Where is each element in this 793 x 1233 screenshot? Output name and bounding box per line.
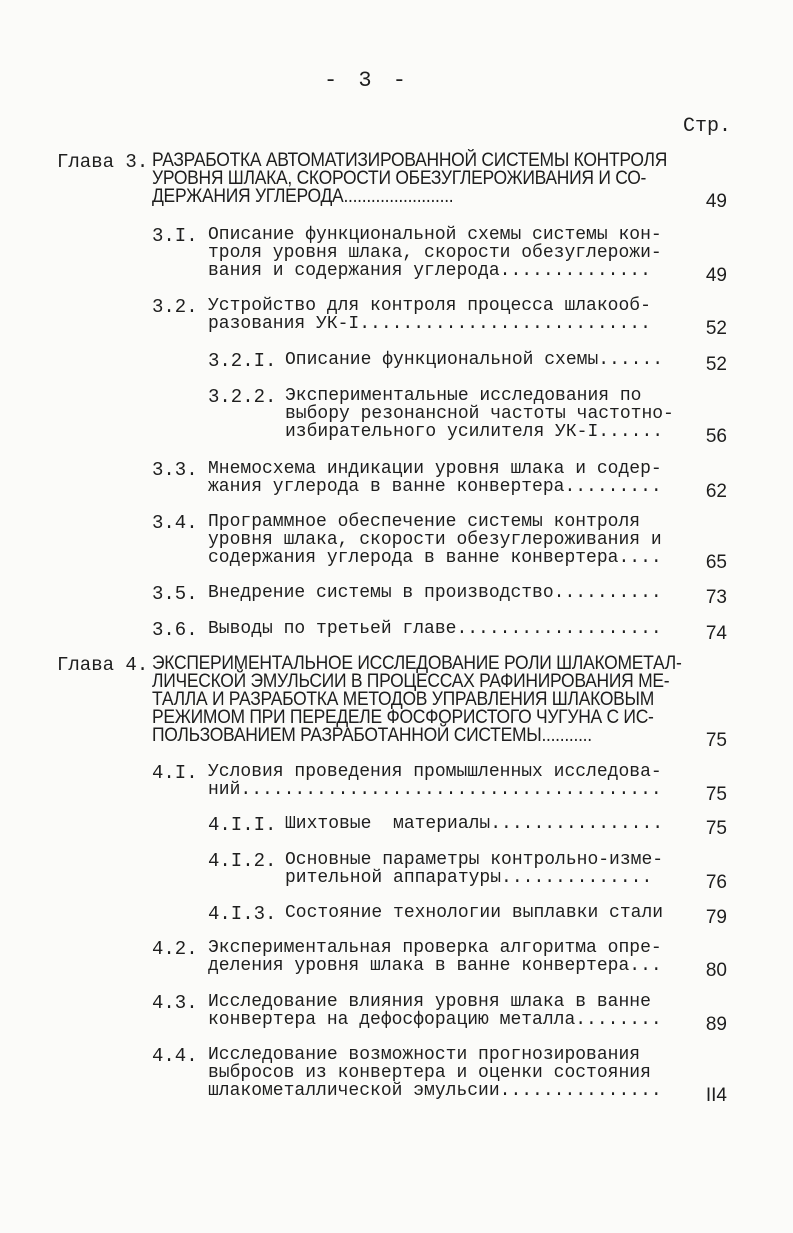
toc-entry-label: 3.2.2. bbox=[208, 386, 277, 408]
toc-entry-title bbox=[208, 620, 662, 638]
toc-entry-page: 49 bbox=[705, 265, 727, 286]
toc-entry-title-line: Исследование влияния уровня шлака в ванне bbox=[208, 992, 651, 1012]
toc-entry-page: 74 bbox=[705, 623, 727, 644]
toc-entry-page: 79 bbox=[705, 907, 727, 928]
toc-entry-label: 4.I.2. bbox=[208, 850, 277, 872]
toc-entry-label: 3.3. bbox=[152, 459, 198, 481]
toc-entry-title bbox=[152, 655, 682, 745]
toc-entry-title bbox=[285, 904, 663, 922]
toc-entry-title bbox=[285, 815, 663, 833]
toc-entry-title-line: Описание функциональной схемы...... bbox=[285, 350, 664, 370]
toc-entry-title-line: Состояние технологии выплавки стали bbox=[285, 903, 664, 923]
toc-entry-title-line: рительной аппаратуры.............. bbox=[285, 868, 653, 888]
toc-entry-title-line: ТАЛЛА И РАЗРАБОТКА МЕТОДОВ УПРАВЛЕНИЯ ШЛАКОВЫМ bbox=[152, 689, 655, 710]
toc-entry-title bbox=[285, 851, 663, 887]
toc-entry-title-line: Шихтовые материалы................ bbox=[285, 814, 664, 834]
toc-entry-label: 4.4. bbox=[152, 1045, 198, 1067]
toc-entry-title bbox=[285, 387, 674, 441]
toc-entry-title bbox=[208, 993, 662, 1029]
toc-entry-title-line: конвертера на дефосфорацию металла........ bbox=[208, 1010, 662, 1030]
toc-entry-title-line: ЛИЧЕСКОЙ ЭМУЛЬСИИ В ПРОЦЕССАХ РАФИНИРОВАНИЯ МЕ- bbox=[152, 671, 670, 692]
page-number: - 3 - bbox=[324, 68, 411, 93]
toc-entry-label: 4.2. bbox=[152, 938, 198, 960]
toc-entry-label: 3.4. bbox=[152, 512, 198, 534]
toc-entry-title-line: уровня шлака, скорости обезуглероживания и bbox=[208, 530, 662, 550]
toc-entry-title-line: избирательного усилителя УК-I...... bbox=[285, 422, 664, 442]
toc-entry-label: Глава 4. bbox=[57, 654, 149, 676]
toc-entry-title-line: Программное обеспечение системы контроля bbox=[208, 512, 641, 532]
toc-entry-page: 56 bbox=[705, 426, 727, 447]
toc-entry-label: 4.I.I. bbox=[208, 814, 277, 836]
toc-entry-title bbox=[208, 763, 662, 799]
toc-entry-page: II4 bbox=[705, 1085, 727, 1106]
toc-entry-label: 4.3. bbox=[152, 992, 198, 1014]
toc-entry-title-line: ДЕРЖАНИЯ УГЛЕРОДА........................ bbox=[152, 186, 454, 207]
toc-entry-title-line: вания и содержания углерода.............. bbox=[208, 261, 651, 281]
toc-entry-title-line: Устройство для контроля процесса шлакооб- bbox=[208, 296, 651, 316]
toc-entry-title bbox=[208, 1046, 662, 1100]
toc-entry-title-line: деления уровня шлака в ванне конвертера... bbox=[208, 956, 662, 976]
toc-entry-page: 52 bbox=[705, 354, 727, 375]
toc-entry-title-line: ПОЛЬЗОВАНИЕМ РАЗРАБОТАННОЙ СИСТЕМЫ........... bbox=[152, 725, 592, 746]
toc-entry-title-line: РЕЖИМОМ ПРИ ПЕРЕДЕЛЕ ФОСФОРИСТОГО ЧУГУНА С ИС- bbox=[152, 707, 654, 728]
toc-entry-title-line: Основные параметры контрольно-изме- bbox=[285, 850, 664, 870]
toc-entry-title bbox=[208, 939, 662, 975]
toc-entry-title bbox=[208, 297, 651, 333]
toc-entry-title bbox=[208, 584, 662, 602]
toc-entry-label: 3.2. bbox=[152, 296, 198, 318]
toc-entry-title-line: Исследование возможности прогнозирования bbox=[208, 1045, 641, 1065]
toc-entry-title-line: РАЗРАБОТКА АВТОМАТИЗИРОВАННОЙ СИСТЕМЫ КОНТРОЛЯ bbox=[152, 150, 668, 171]
toc-entry-title-line: Описание функциональной схемы системы кон- bbox=[208, 225, 662, 245]
toc-entry-page: 89 bbox=[705, 1014, 727, 1035]
toc-entry-title-line: Условия проведения промышленных исследова- bbox=[208, 762, 662, 782]
toc-entry-title-line: содержания углерода в ванне конвертера.... bbox=[208, 548, 662, 568]
toc-entry-label: 3.6. bbox=[152, 619, 198, 641]
toc-entry-title bbox=[285, 351, 663, 369]
toc-entry-label: 4.I.3. bbox=[208, 903, 277, 925]
toc-entry-page: 75 bbox=[705, 818, 727, 839]
toc-entry-label: 3.2.I. bbox=[208, 350, 277, 372]
toc-entry-page: 49 bbox=[705, 191, 727, 212]
toc-entry-title-line: Экспериментальная проверка алгоритма опре- bbox=[208, 938, 662, 958]
pages-column-header: Стр. bbox=[683, 115, 732, 138]
toc-entry-title bbox=[208, 226, 662, 280]
toc-entry-title-line: Мнемосхема индикации уровня шлака и содер- bbox=[208, 459, 662, 479]
toc-entry-label: 3.5. bbox=[152, 583, 198, 605]
toc-entry-page: 76 bbox=[705, 872, 727, 893]
toc-entry-label: Глава 3. bbox=[57, 151, 149, 173]
toc-entry-title-line: разования УК-I........................... bbox=[208, 314, 651, 334]
toc-entry-title-line: УРОВНЯ ШЛАКА, СКОРОСТИ ОБЕЗУГЛЕРОЖИВАНИЯ И СО- bbox=[152, 168, 647, 189]
toc-entry-title-line: Экспериментальные исследования по bbox=[285, 386, 642, 406]
toc-entry-title bbox=[152, 152, 667, 206]
toc-entry-title-line: выбору резонансной частоты частотно- bbox=[285, 404, 674, 424]
toc-entry-title-line: Внедрение системы в производство.......... bbox=[208, 583, 662, 603]
toc-entry-title-line: троля уровня шлака, скорости обезуглерожи- bbox=[208, 243, 662, 263]
toc-entry-label: 4.I. bbox=[152, 762, 198, 784]
toc-entry-page: 65 bbox=[705, 552, 727, 573]
toc-entry-page: 80 bbox=[705, 960, 727, 981]
toc-entry-page: 52 bbox=[705, 318, 727, 339]
toc-entry-label: 3.I. bbox=[152, 225, 198, 247]
toc-entry-title bbox=[208, 513, 662, 567]
toc-entry-page: 75 bbox=[705, 784, 727, 805]
toc-entry-title-line: ний....................................... bbox=[208, 780, 662, 800]
toc-entry-page: 62 bbox=[705, 481, 727, 502]
toc-entry-page: 75 bbox=[705, 730, 727, 751]
toc-entry-page: 73 bbox=[705, 587, 727, 608]
toc-entry-title-line: Выводы по третьей главе................... bbox=[208, 619, 662, 639]
toc-entry-title-line: ЭКСПЕРИМЕНТАЛЬНОЕ ИССЛЕДОВАНИЕ РОЛИ ШЛАКОМЕТАЛ- bbox=[152, 653, 682, 674]
toc-entry-title-line: жания углерода в ванне конвертера......... bbox=[208, 477, 662, 497]
toc-entry-title bbox=[208, 460, 662, 496]
toc-entry-title-line: выбросов из конвертера и оценки состояния bbox=[208, 1063, 651, 1083]
toc-entry-title-line: шлакометаллической эмульсии............... bbox=[208, 1081, 662, 1101]
